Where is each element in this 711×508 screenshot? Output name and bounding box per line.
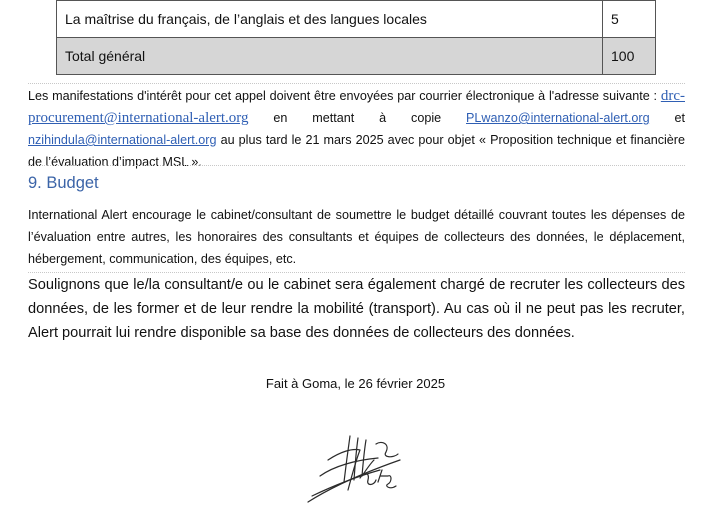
interest-copy-text: en mettant à copie xyxy=(273,111,467,125)
total-label: Total général xyxy=(57,38,603,75)
interest-deadline-text: au plus tard le 21 mars 2025 avec pour objet « Proposition technique et financière de l’évaluation d’impact MSL ». xyxy=(28,133,686,169)
interest-and-text: et xyxy=(674,111,686,125)
place-date: Fait à Goma, le 26 février 2025 xyxy=(265,376,446,391)
budget-paragraph: International Alert encourage le cabinet/consultant de soumettre le budget détaillé couvrant toutes les dépenses de l’évaluation entre autres, les honoraires des consultants et équipes de collecteurs des données, le déplacement, hébergement, communication, des équipes, etc. xyxy=(28,208,685,266)
procurement-email-link[interactable]: drc-procurement@international-alert.org xyxy=(28,88,685,126)
interest-intro-text: Les manifestations d'intérêt pour cet appel doivent être envoyées par courrier électronique à l'adresse suivante : xyxy=(28,89,661,103)
recruitment-note: Soulignons que le/la consultant/e ou le cabinet sera également chargé de recruter les collecteurs des données, de les former et de leur rendre la mobilité (transport). Au cas où il ne peut pas les recruter, Alert pourrait lui rendre disponible sa base des données de collecteurs des données. xyxy=(28,277,685,341)
criteria-table xyxy=(56,0,656,75)
table-row xyxy=(57,1,656,38)
interest-paragraph xyxy=(28,83,685,173)
criterion-score: 5 xyxy=(603,1,656,38)
total-score: 100 xyxy=(603,38,656,75)
copy-email-link-2[interactable]: nzihindula@international-alert.org xyxy=(28,133,217,147)
section-heading-budget: 9. Budget xyxy=(28,174,99,192)
copy-email-link-1[interactable]: PLwanzo@international-alert.org xyxy=(466,111,650,125)
criterion-label: La maîtrise du français, de l’anglais et des langues locales xyxy=(57,1,603,38)
divider xyxy=(28,165,685,166)
signature-image xyxy=(300,430,415,508)
table-row-total xyxy=(57,38,656,75)
